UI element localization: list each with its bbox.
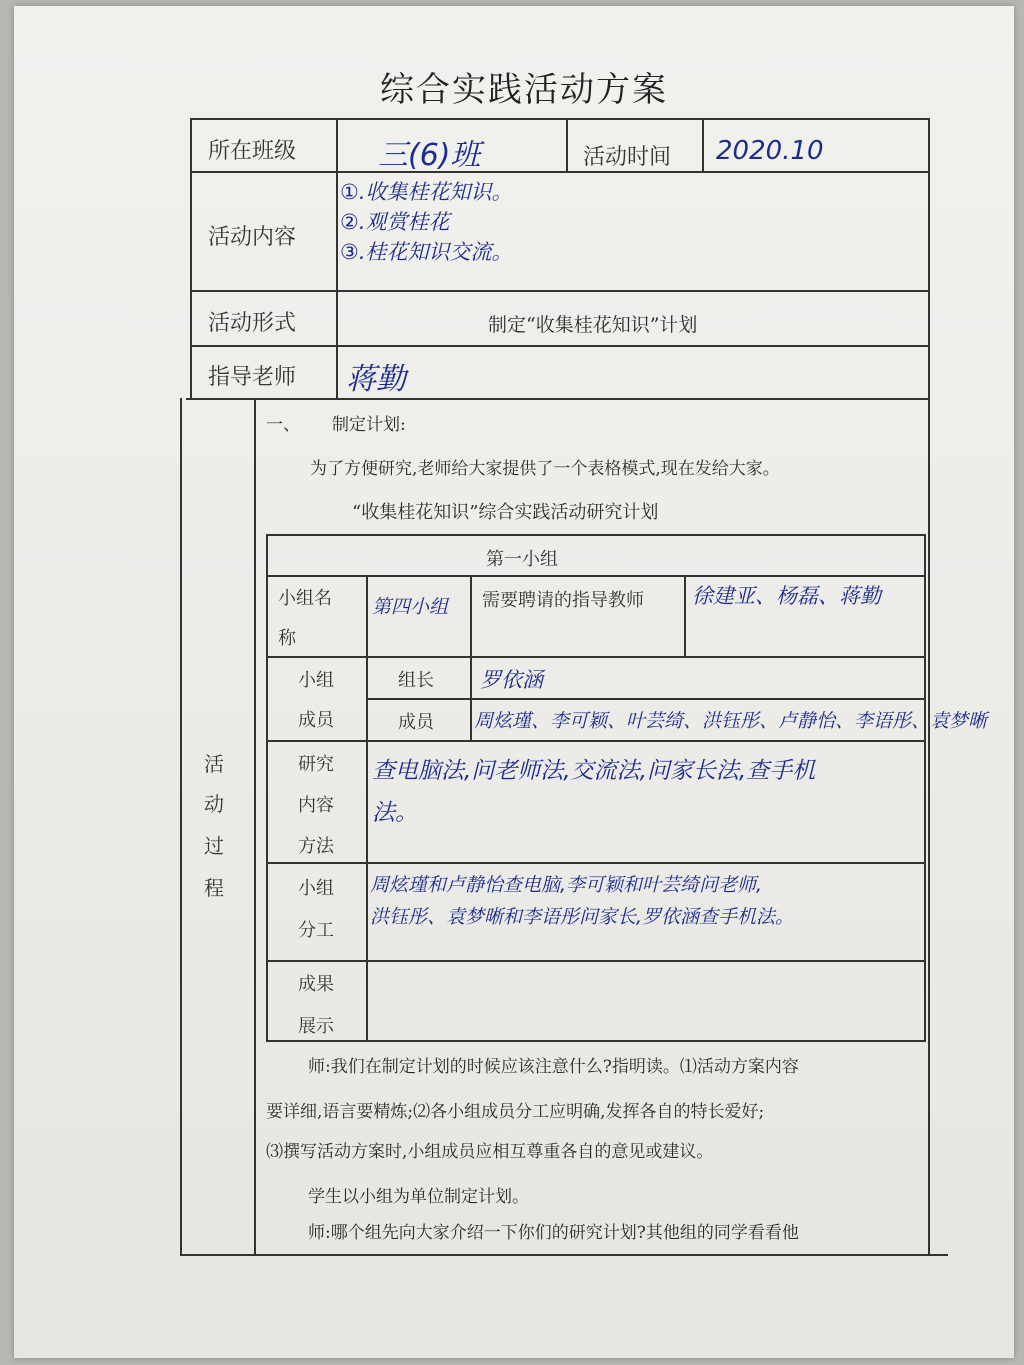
members-label-2: 成员	[298, 710, 334, 731]
class-value: 三(6)班	[378, 138, 481, 173]
note-line-1: 师:我们在制定计划的时候应该注意什么?指明读。⑴活动方案内容	[308, 1057, 799, 1077]
plan-col-1	[366, 575, 368, 1042]
content-item-3: ③.桂花知识交流。	[340, 240, 513, 264]
group-name-label-2: 称	[278, 628, 296, 649]
time-value: 2020.10	[716, 136, 824, 166]
plan-border-right	[924, 534, 926, 1042]
leader-value: 罗依涵	[480, 668, 543, 692]
content-label: 活动内容	[208, 225, 297, 250]
members-label-1: 小组	[298, 670, 334, 691]
content-item-1: ①.收集桂花知识。	[340, 180, 513, 204]
form-value: 制定“收集桂花知识”计划	[488, 314, 698, 336]
table-border-top	[190, 118, 930, 120]
method-label-2: 内容	[298, 795, 334, 816]
time-label: 活动时间	[583, 145, 672, 170]
row-divider-4	[186, 398, 930, 400]
result-label-2: 展示	[298, 1016, 334, 1037]
member-label: 成员	[398, 712, 434, 733]
plan-row-3	[366, 698, 926, 700]
table-border-left	[190, 118, 192, 400]
note-line-2: 要详细,语言要精炼;⑵各小组成员分工应明确,发挥各自的特长爱好;	[266, 1102, 765, 1122]
section-number: 一、	[266, 415, 300, 435]
row-divider-1	[190, 171, 930, 173]
division-label-1: 小组	[298, 878, 334, 899]
col-divider-time-label	[566, 118, 568, 172]
process-label-4: 程	[204, 876, 224, 900]
method-value-line-2: 法。	[372, 800, 418, 826]
mentor-label: 需要聘请的指导教师	[482, 590, 644, 611]
plan-title: “收集桂花知识”综合实践活动研究计划	[352, 502, 659, 523]
table-border-bottom	[180, 1254, 948, 1256]
plan-border-top	[266, 534, 926, 536]
division-value-line-2: 洪钰彤、袁梦晰和李语彤问家长,罗依涵查手机法。	[370, 906, 795, 928]
teacher-label: 指导老师	[208, 365, 297, 390]
row-divider-2	[190, 290, 930, 292]
division-value-line-1: 周炫瑾和卢静怡查电脑,李可颖和叶芸绮问老师,	[370, 874, 763, 896]
col-divider-labels	[336, 118, 338, 400]
section-title: 制定计划:	[332, 415, 406, 435]
table-border-right	[928, 118, 930, 1254]
row-divider-3	[190, 345, 930, 347]
group-name-value: 第四小组	[372, 596, 449, 618]
member-value: 周炫瑾、李可颖、叶芸绮、洪钰彤、卢静怡、李语彤、袁梦晰	[474, 710, 988, 732]
plan-row-1	[266, 575, 926, 577]
group-name-label-1: 小组名	[278, 588, 332, 609]
process-label-1: 活	[204, 752, 224, 776]
method-label-1: 研究	[298, 754, 334, 775]
plan-col-2	[470, 575, 472, 740]
method-label-3: 方法	[298, 836, 334, 857]
leader-label: 组长	[398, 670, 434, 691]
col-divider-time-value	[702, 118, 704, 172]
teacher-value: 蒋勤	[346, 362, 406, 397]
plan-col-3	[684, 575, 686, 657]
content-item-2: ②.观赏桂花	[340, 210, 450, 234]
mentor-value: 徐建亚、杨磊、蒋勤	[692, 584, 881, 608]
note-line-5: 师:哪个组先向大家介绍一下你们的研究计划?其他组的同学看看他	[308, 1223, 799, 1243]
plan-row-5	[266, 862, 926, 864]
group-header: 第一小组	[486, 549, 558, 570]
process-label-2: 动	[204, 792, 224, 816]
table-border-left-lower	[180, 398, 182, 1256]
document-title: 综合实践活动方案	[380, 70, 668, 110]
plan-border-bottom	[266, 1040, 926, 1042]
form-label: 活动形式	[208, 311, 297, 336]
col-divider-process	[254, 398, 256, 1256]
note-line-4: 学生以小组为单位制定计划。	[308, 1187, 529, 1207]
plan-row-2	[266, 656, 926, 658]
intro-text: 为了方便研究,老师给大家提供了一个表格模式,现在发给大家。	[310, 459, 780, 479]
class-label: 所在班级	[208, 139, 297, 164]
plan-border-left	[266, 534, 268, 1042]
process-label-3: 过	[204, 834, 224, 858]
result-label-1: 成果	[298, 974, 334, 995]
plan-row-6	[266, 960, 926, 962]
division-label-2: 分工	[298, 920, 334, 941]
note-line-3: ⑶撰写活动方案时,小组成员应相互尊重各自的意见或建议。	[266, 1142, 714, 1162]
method-value-line-1: 查电脑法,问老师法,交流法,问家长法,查手机	[372, 758, 816, 784]
plan-row-4	[266, 740, 926, 742]
